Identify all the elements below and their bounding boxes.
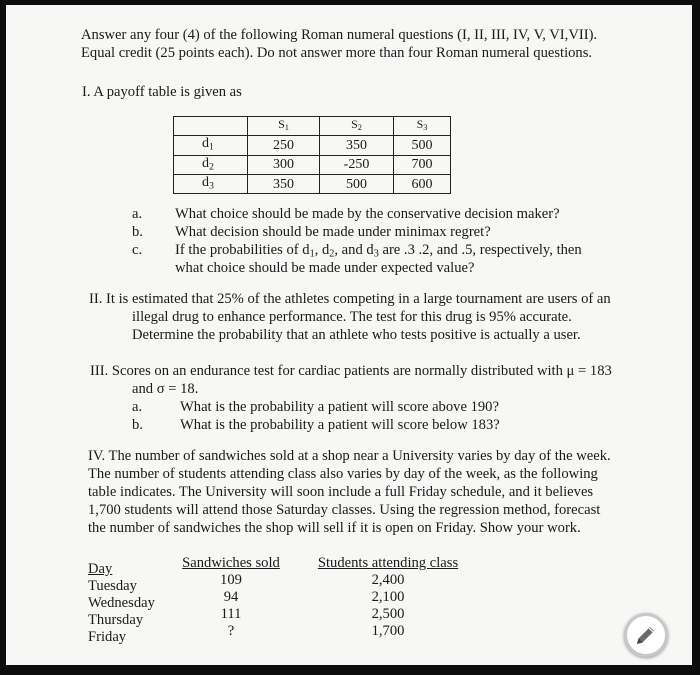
question-2-line-1: II. It is estimated that 25% of the athletes competing in a large tournament are users of an — [89, 291, 611, 307]
students-header: Students attending class — [317, 555, 459, 571]
table-row: Friday — [88, 629, 127, 645]
payoff-decision-label: $d_2$ — [174, 155, 248, 174]
table-row: Wednesday — [88, 595, 155, 611]
question-3b: What is the probability a patient will score below 183? — [180, 417, 500, 433]
question-1c-line-2: what choice should be made under expected value? — [175, 260, 475, 276]
question-1b: What decision should be made under minimax regret? — [175, 224, 491, 240]
question-3a: What is the probability a patient will score above 190? — [180, 399, 499, 415]
payoff-cell: -250 — [320, 155, 394, 174]
payoff-header-s3: $S_3$ — [394, 117, 451, 136]
payoff-header-blank — [174, 117, 248, 136]
question-4-line-4: 1,700 students will attend those Saturday classes. Using the regression method, forecast — [88, 502, 601, 518]
question-3-line-2: and σ = 18. — [132, 381, 199, 397]
payoff-header-row — [174, 117, 451, 136]
payoff-decision-label: $d_1$ — [174, 136, 248, 155]
day-column — [88, 561, 155, 646]
payoff-table — [173, 116, 451, 194]
payoff-cell: 700 — [394, 155, 451, 174]
question-4-line-3: table indicates. The University will soon include a full Friday schedule, and it believes — [88, 484, 594, 500]
payoff-decision-label: $d_3$ — [174, 174, 248, 193]
students-column — [313, 555, 463, 640]
item-label: a. — [132, 399, 143, 415]
sandwiches-column — [178, 555, 284, 640]
payoff-header-s2: $S_2$ — [320, 117, 394, 136]
payoff-row-d1 — [174, 136, 451, 155]
payoff-cell: 300 — [248, 155, 320, 174]
question-3-line-1: III. Scores on an endurance test for cardiac patients are normally distributed with μ = 183 — [90, 363, 612, 379]
instructions-line-1: Answer any four (4) of the following Roman numeral questions (I, II, III, IV, V, VI,VII). — [81, 27, 598, 43]
question-1-intro: I. A payoff table is given as — [82, 84, 242, 100]
payoff-row-d3 — [174, 174, 451, 193]
document-page — [6, 5, 692, 665]
table-row: 2,500 — [371, 606, 405, 622]
payoff-cell: 350 — [248, 174, 320, 193]
table-row: 2,100 — [371, 589, 405, 605]
question-2-line-3: Determine the probability that an athlete who tests positive is actually a user. — [132, 327, 581, 343]
item-label: b. — [132, 224, 143, 240]
question-1c-line-1: If the probabilities of $d_1$, $d_2$, and $d_3$ are .3 .2, and .5, respectively, then — [175, 242, 582, 260]
question-4-line-1: IV. The number of sandwiches sold at a shop near a University varies by day of the week. — [88, 448, 611, 464]
sandwiches-header: Sandwiches sold — [182, 555, 280, 571]
item-label: c. — [132, 242, 143, 258]
day-header: Day — [88, 561, 113, 577]
question-1a: What choice should be made by the conservative decision maker? — [175, 206, 560, 222]
instructions-line-2: Equal credit (25 points each). Do not answer more than four Roman numeral questions. — [81, 45, 593, 61]
payoff-cell: 500 — [320, 174, 394, 193]
table-row: 2,400 — [371, 572, 405, 588]
table-row: 109 — [220, 572, 242, 588]
table-row: Thursday — [88, 612, 144, 628]
payoff-cell: 350 — [320, 136, 394, 155]
payoff-row-d2 — [174, 155, 451, 174]
payoff-cell: 600 — [394, 174, 451, 193]
table-row: 111 — [220, 606, 242, 622]
item-label: a. — [132, 206, 143, 222]
question-4-line-5: the number of sandwiches the shop will sell if it is open on Friday. Show your work. — [88, 520, 581, 536]
pencil-icon — [634, 623, 658, 647]
payoff-header-s1: $S_1$ — [248, 117, 320, 136]
edit-button[interactable] — [624, 613, 668, 657]
payoff-cell: 250 — [248, 136, 320, 155]
question-4-line-2: The number of students attending class also varies by day of the week, as the following — [88, 466, 598, 482]
table-row: 1,700 — [371, 623, 405, 639]
payoff-cell: 500 — [394, 136, 451, 155]
table-row: Tuesday — [88, 578, 137, 594]
table-row: ? — [227, 623, 235, 639]
table-row: 94 — [223, 589, 239, 605]
question-2-line-2: illegal drug to enhance performance. The test for this drug is 95% accurate. — [132, 309, 572, 325]
item-label: b. — [132, 417, 143, 433]
